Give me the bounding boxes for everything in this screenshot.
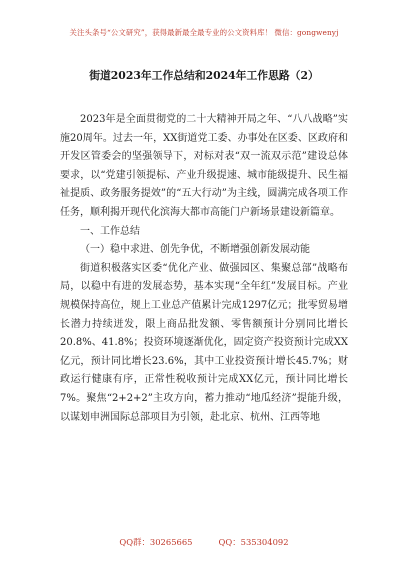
top-banner: 关注头条号“公文研究”，获得最新最全最专业的公文资料库！ 微信：gongwenyj — [69, 28, 339, 37]
page-title: 街道2023年工作总结和2024年工作思路（2） — [89, 69, 319, 82]
document-body — [60, 111, 348, 427]
footer-qq-group: QQ群：30265665 — [119, 537, 193, 547]
subsection-heading: （一）稳中求进、创先争优，不断增强创新发展动能 — [80, 244, 310, 256]
paragraph-body: 街道积极落实区委“优化产业、做强园区、集聚总部”战略布局，以稳中有进的发展态势，基本实现“全年红”发展目标。产业规模保持高位，规上工业总产值累计完成1297亿元；批零贸易增长潜力持续迸发，限上商品批发额、零售额预计分别同比增长20.8%、41.8%；投资环境逐渐优化，固定资产投资预计完成XX亿元，预计同比增长23.6%，其中工业投资预计增长45.7%；财政运行健康有序，正常性税收预计完成XX亿元，预计同比增长7%。聚焦“2+2+2”主攻方向，蓄力推动“地瓜经济”提能升级，以谋划申洲国际总部项目为引领，赴北京、杭州、江西等地 — [60, 262, 348, 423]
footer-contact — [0, 536, 408, 548]
paragraph-intro: 2023年是全面贯彻党的二十大精神开局之年、“八八战略”实施20周年。过去一年，XX街道党工委、办事处在区委、区政府和开发区管委会的坚强领导下，对标对表“双一流双示范”建设总体要求，以“党建引领提标、产业升级提速、城市能级提升、民生福祉提质、政务服务提效”的“五大行动”为主线，圆满完成各项工作任务，顺利揭开现代化滨海大都市高能门户新场景建设新篇章。 — [60, 114, 348, 218]
section-heading: 一、工作总结 — [80, 225, 140, 237]
footer-qq-number: QQ：535304092 — [218, 537, 289, 547]
